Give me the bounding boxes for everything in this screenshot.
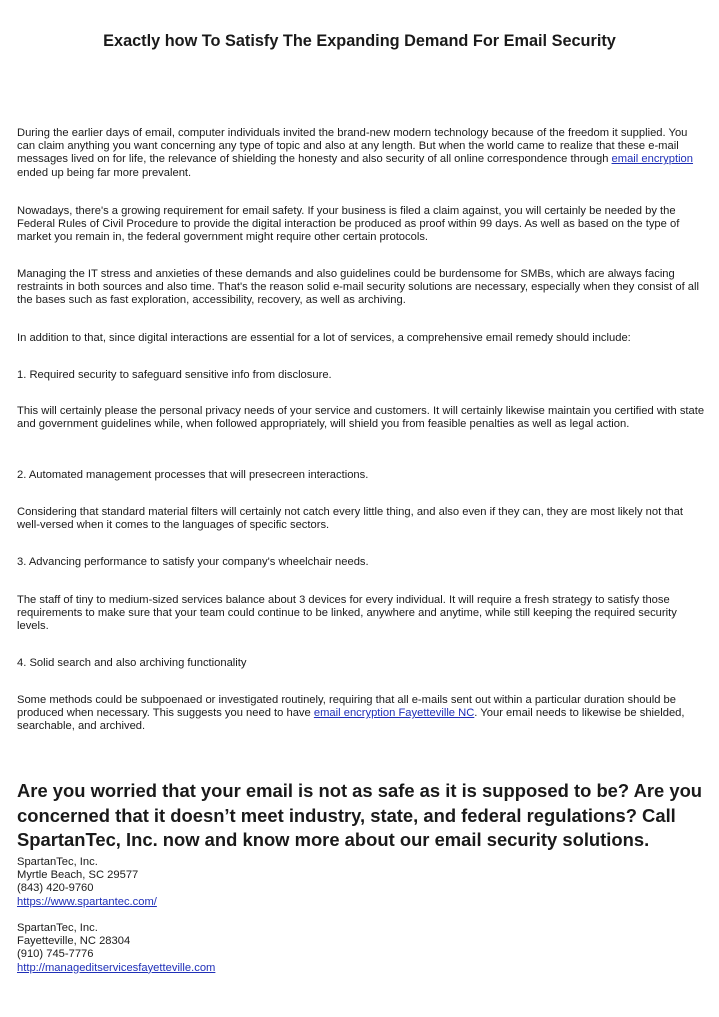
paragraph-privacy: This will certainly please the personal privacy needs of your service and customers. It will certainly likewise maintain you certified with state and government guidelines while, when followed appropriately, will shield you from feasible penalties as well as legal action.: [17, 405, 705, 431]
list-item-3: 3. Advancing performance to satisfy your company's wheelchair needs.: [17, 556, 369, 568]
paragraph-intro: [17, 127, 705, 180]
paragraph-devices: The staff of tiny to medium-sized services balance about 3 devices for every individual. It will require a fresh strategy to satisfy those requirements to make sure that your team could continue to be linked, anywhere and anytime, while still keeping the required security levels.: [17, 594, 677, 633]
company-address: Myrtle Beach, SC 29577: [17, 869, 139, 882]
paragraph-text: During the earlier days of email, computer individuals invited the brand-new modern technology because of the freedom it supplied. You can claim anything you want concerning any type of topic and also at any length. But when the world came to realize that these e-mail messages lived on for life, the relevance of shielding the honesty and also security of all online correspondence through: [17, 127, 688, 166]
company-address: Fayetteville, NC 28304: [17, 935, 131, 948]
contact-block-myrtle-beach: [17, 856, 417, 909]
list-item-1: 1. Required security to safeguard sensitive info from disclosure.: [17, 369, 332, 381]
email-encryption-link[interactable]: email encryption: [611, 153, 694, 166]
paragraph-it-stress: Managing the IT stress and anxieties of these demands and also guidelines could be burdensome for SMBs, which are always facing restraints in both sources and also time. That's the reason solid e-mail security solutions are necessary, especially when they consist of all the bases such as fast exploration, accessibility, recovery, as well as archiving.: [17, 268, 699, 307]
paragraph-archiving: [17, 694, 705, 734]
company-website-link[interactable]: http://manageditservicesfayetteville.com: [17, 961, 216, 974]
paragraph-text: . Your email needs to likewise be shielded, searchable, and archived.: [17, 707, 685, 733]
contact-block-fayetteville: [17, 922, 417, 975]
company-name: SpartanTec, Inc.: [17, 856, 98, 868]
company-phone: (910) 745-7776: [17, 948, 94, 961]
document-title: Exactly how To Satisfy The Expanding Demand For Email Security: [103, 32, 616, 50]
email-encryption-fayetteville-link[interactable]: email encryption Fayetteville NC: [313, 707, 475, 720]
list-item-4: 4. Solid search and also archiving functionality: [17, 657, 247, 669]
list-item-2: 2. Automated management processes that will presecreen interactions.: [17, 469, 369, 481]
paragraph-requirement: Nowadays, there's a growing requirement for email safety. If your business is filed a claim against, you will certainly be needed by the Federal Rules of Civil Procedure to provide the digital interaction be produced as proof within 99 days. As well as based on the type of market you remain in, the federal government might require other certain protocols.: [17, 205, 680, 244]
paragraph-filters: Considering that standard material filters will certainly not catch every little thing, and also even if they can, they are most likely not that well-versed when it comes to the languages of specific sectors.: [17, 506, 683, 532]
company-name: SpartanTec, Inc.: [17, 922, 98, 934]
company-phone: (843) 420-9760: [17, 882, 94, 895]
paragraph-text: ended up being far more prevalent.: [17, 166, 192, 179]
paragraph-list-intro: In addition to that, since digital interactions are essential for a lot of services, a comprehensive email remedy should include:: [17, 332, 631, 344]
paragraph-text: Some methods could be subpoenaed or investigated routinely, requiring that all e-mails sent out within a particular duration should be produced when necessary. This suggests you need to have: [17, 694, 677, 720]
company-website-link[interactable]: https://www.spartantec.com/: [17, 895, 157, 908]
call-to-action-heading: Are you worried that your email is not as safe as it is supposed to be? Are you concerned that it doesn’t meet industry, state, and federal regulations? Call SpartanTec, Inc. now and know more about our email security solutions.: [17, 780, 703, 850]
